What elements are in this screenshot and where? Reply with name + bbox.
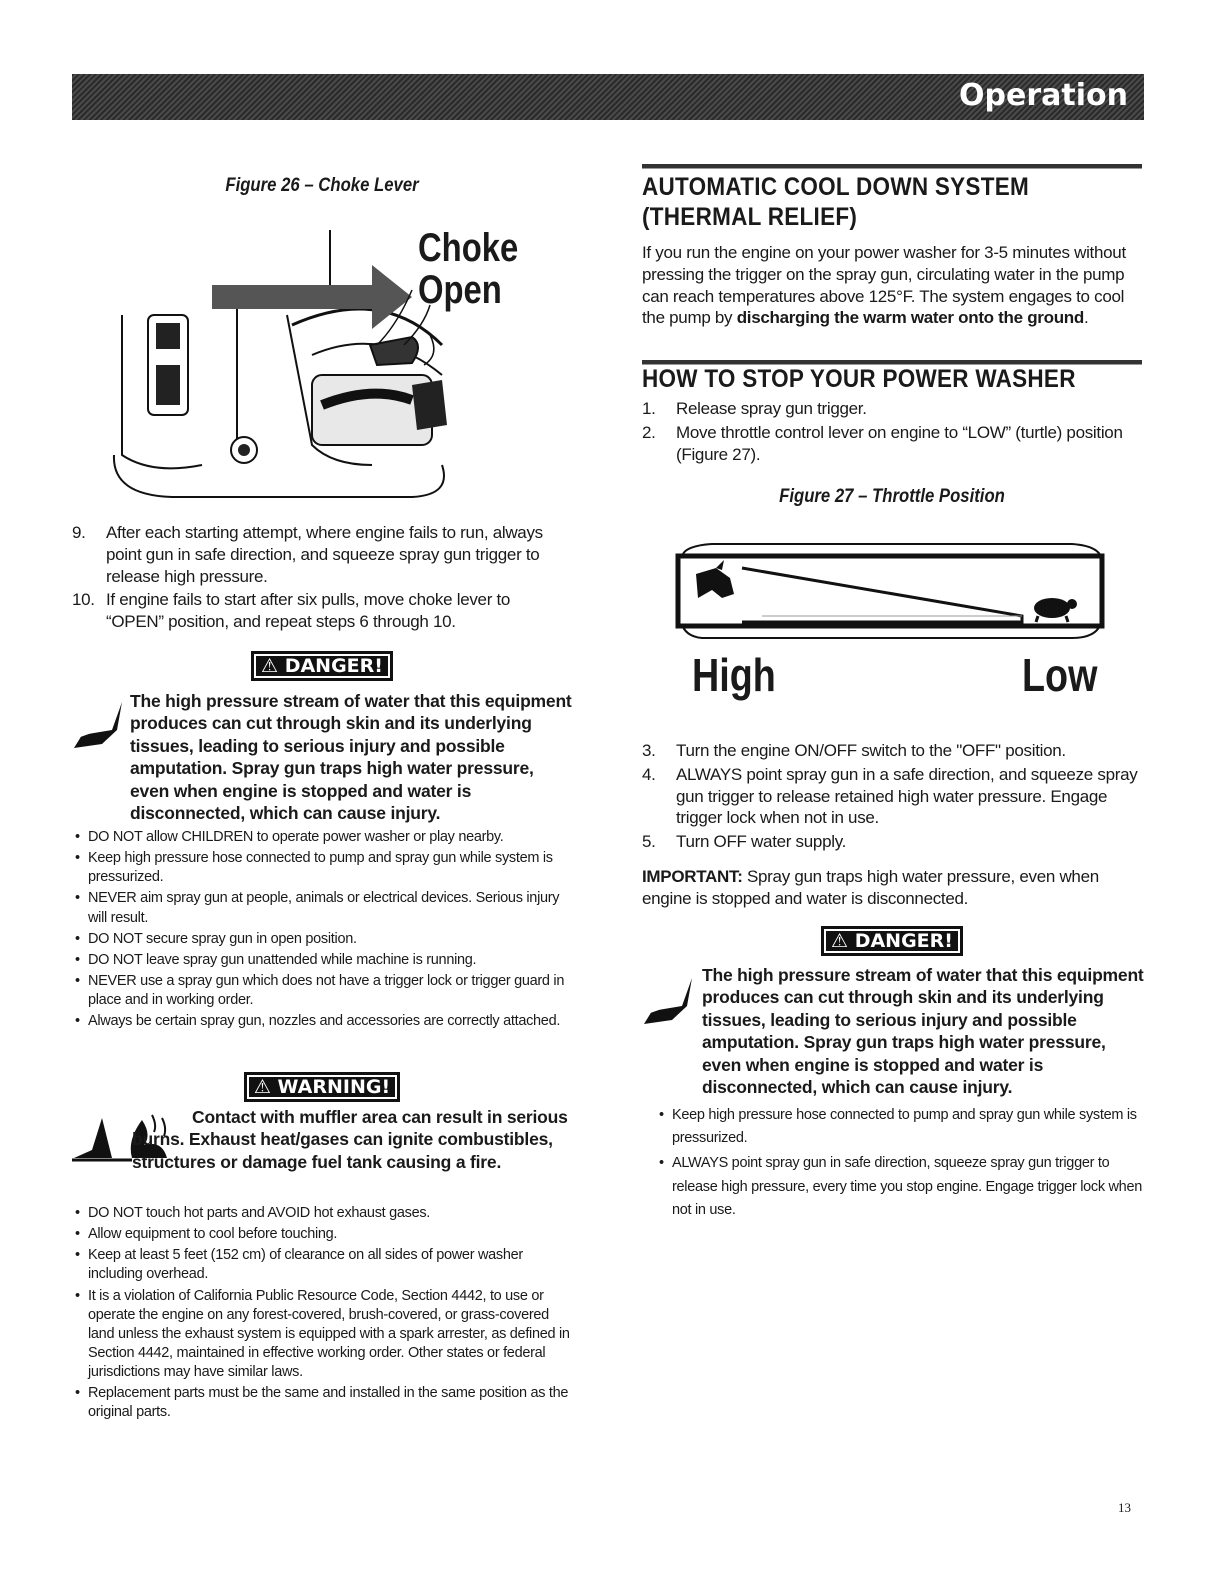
danger-header — [642, 926, 1142, 956]
step-item — [642, 831, 1142, 853]
choke-label: Choke — [418, 226, 519, 270]
warning-label-text: WARNING! — [277, 1076, 391, 1098]
step-number: 10. — [72, 590, 95, 610]
bullet-item: • Keep high pressure hose connected to pump and spray gun while system is pressurized. — [656, 1104, 1142, 1150]
cooldown-title: AUTOMATIC COOL DOWN SYSTEM (THERMAL RELIEF) — [642, 173, 1030, 231]
bullet-item: • NEVER use a spray gun which does not have a trigger lock or trigger guard in place and in working order. — [72, 972, 572, 1010]
warning-bullets — [72, 1204, 572, 1424]
cooldown-body — [642, 242, 1142, 329]
open-label: Open — [418, 268, 502, 312]
bullet-item: • Replacement parts must be the same and installed in the same position as the original parts. — [72, 1384, 572, 1422]
danger-bullets — [72, 828, 572, 1033]
bullet-item: • Always be certain spray gun, nozzles and accessories are correctly attached. — [72, 1012, 572, 1031]
danger-label: ⚠ DANGER! — [251, 651, 393, 681]
danger-hazard-text: The high pressure stream of water that this equipment produces can cut through skin and its underlying tissues, leading to serious injury and possible amputation. Spray gun traps high water pressure, even when engine is stopped and water is disconnected, which can cause injury. — [702, 965, 1144, 1097]
danger-label-text: DANGER! — [854, 930, 953, 952]
starting-steps — [72, 522, 572, 635]
bullet-item: • DO NOT secure spray gun in open position. — [72, 930, 572, 949]
step-number: 2. — [642, 422, 656, 442]
page-number: 13 — [1118, 1500, 1131, 1515]
bullet-item: • Allow equipment to cool before touching. — [72, 1225, 572, 1244]
step-number: 5. — [642, 832, 656, 851]
step-text: ALWAYS point spray gun in a safe direction, and squeeze spray gun trigger to release retained high water pressure. Engage trigger lock when not in use. — [676, 764, 1138, 828]
figure-27-caption: Figure 27 – Throttle Position — [779, 486, 1005, 507]
step-item — [72, 522, 572, 587]
step-number: 1. — [642, 399, 656, 418]
warning-hazard-text: Contact with muffler area can result in serious burns. Exhaust heat/gases can ignite combustibles, structures or damage fuel tank causing a fire. — [132, 1107, 568, 1172]
high-label: High — [692, 649, 776, 701]
bullet-item: • It is a violation of California Public Resource Code, Section 4442, to use or operate the engine on any forest-covered, brush-covered, or grass-covered land unless the exhaust system is equipped with a spark arrester, as defined in Section 4442, maintained in effective working order. Other states or federal jurisdictions may have similar laws. — [72, 1287, 572, 1383]
important-note — [642, 866, 1142, 910]
bullet-item: • DO NOT touch hot parts and AVOID hot exhaust gases. — [72, 1204, 572, 1223]
figure-26-caption: Figure 26 – Choke Lever — [225, 175, 419, 196]
step-item — [642, 398, 1142, 420]
section-rule — [642, 164, 1142, 169]
step-text: If engine fails to start after six pulls, move choke lever to “OPEN” position, and repeat steps 6 through 10. — [106, 590, 511, 631]
danger-hazard-text: The high pressure stream of water that this equipment produces can cut through skin and its underlying tissues, leading to serious injury and possible amputation. Spray gun traps high water pressure, even when engine is stopped and water is disconnected, which can cause injury. — [130, 691, 572, 823]
danger-label-text: DANGER! — [284, 655, 383, 677]
low-label: Low — [1022, 649, 1098, 701]
step-text: Turn the engine ON/OFF switch to the "OFF" position. — [676, 741, 1066, 760]
danger-bullets — [656, 1104, 1142, 1224]
bullet-item: • DO NOT leave spray gun unattended while machine is running. — [72, 951, 572, 970]
throttle-figure — [672, 538, 1112, 648]
step-text: Move throttle control lever on engine to “LOW” (turtle) position (Figure 27). — [676, 422, 1123, 464]
step-item — [642, 740, 1142, 762]
bullet-item: • DO NOT allow CHILDREN to operate power washer or play nearby. — [72, 828, 572, 847]
section-banner — [72, 74, 1144, 120]
warning-label: ⚠ WARNING! — [244, 1072, 400, 1102]
important-label: IMPORTANT: — [642, 867, 743, 886]
stop-steps-a — [642, 398, 1142, 467]
bullet-item: • NEVER aim spray gun at people, animals or electrical devices. Serious injury will result. — [72, 889, 572, 927]
stop-steps-b — [642, 740, 1142, 855]
banner-title: Operation — [959, 78, 1128, 113]
step-text: Turn OFF water supply. — [676, 832, 847, 851]
bullet-item: • Keep high pressure hose connected to pump and spray gun while system is pressurized. — [72, 849, 572, 887]
important-text: Spray gun traps high water pressure, even when engine is stopped and water is disconnected. — [642, 867, 1099, 908]
step-item — [642, 764, 1142, 829]
cut-hazard-icon — [642, 976, 702, 1026]
cooldown-body-end: . — [1083, 308, 1089, 328]
warning-header — [72, 1072, 572, 1102]
step-text: Release spray gun trigger. — [676, 399, 867, 418]
cooldown-body-bold: discharging the warm water onto the ground — [736, 308, 1084, 328]
bullet-item: • Keep at least 5 feet (152 cm) of clearance on all sides of power washer including overhead. — [72, 1246, 572, 1284]
step-text: After each starting attempt, where engine fails to run, always point gun in safe direction, and squeeze spray gun trigger to release high pressure. — [106, 523, 543, 586]
cut-hazard-icon — [72, 700, 132, 750]
cooldown-body-text: If you run the engine on your power washer for 3-5 minutes without pressing the trigger on the spray gun, circulating water in the pump can reach temperatures above 125°F. The system engages to cool the pump by — [642, 243, 1126, 328]
stop-title: HOW TO STOP YOUR POWER WASHER — [642, 365, 1076, 393]
step-number: 4. — [642, 764, 656, 784]
step-number: 3. — [642, 741, 656, 760]
step-item — [642, 422, 1142, 466]
step-item — [72, 589, 572, 633]
danger-header — [72, 651, 572, 681]
danger-label: ⚠ DANGER! — [821, 926, 963, 956]
step-number: 9. — [72, 523, 86, 542]
bullet-item: • ALWAYS point spray gun in safe direction, squeeze spray gun trigger to release high pressure, every time you stop engine. Engage trigger lock when not in use. — [656, 1152, 1142, 1222]
